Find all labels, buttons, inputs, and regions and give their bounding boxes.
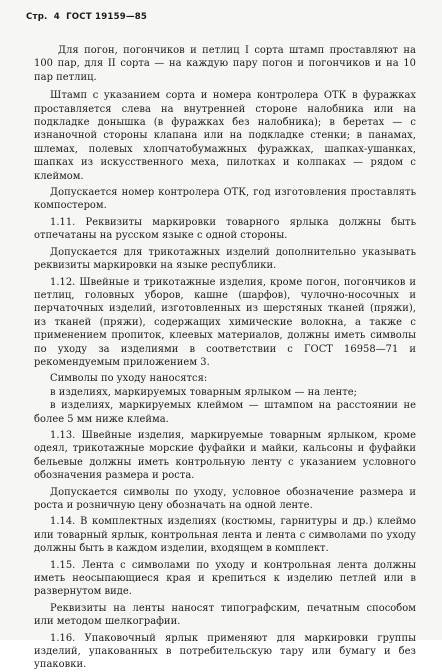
- paragraph: 1.11. Реквизиты маркировки товарного ярлыка должны быть отпечатаны на русском языке с одной стороны.: [34, 216, 416, 242]
- paragraph: Для погон, погончиков и петлиц I сорта штамп проставляют на 100 пар, для II сорта — на каждую пару погон и погончиков и на 10 пар петлиц.: [34, 45, 416, 83]
- page-label: Стр.: [26, 12, 48, 22]
- paragraph: 1.12. Швейные и трикотажные изделия, кроме погон, погончиков и петлиц, головных уборов, кашне (шарфов), чулочно-носочных и перчаточных изделий, изготовленных из шерстяных тканей (пряжи), из тканей (пряжи), содержащих химические волокна, а также с применением пропиток, клеевых материалов, должны иметь символы по уходу за изделиями в соответствии с ГОСТ 16958—71 и рекомендуемым приложением 3.: [34, 276, 416, 368]
- page-number: 4: [53, 12, 60, 22]
- paragraph: в изделиях, маркируемых товарным ярлыком — на ленте;: [50, 386, 358, 398]
- paragraph: Символы по уходу наносятся:: [50, 373, 208, 385]
- paragraph: Штамп с указанием сорта и номера контролера ОТК в фуражках проставляется слева на внутренней стороне налобника или на подкладке донышка (в фуражках без налобника); в беретах — с изнаночной стороны клапана или на подкладке стенки; в панамах, шлемах, полевых хлопчатобумажных фуражках, шапках-ушанках, шапках из искусственного меха, пилотках и колпаках — рядом с клеймом.: [34, 90, 416, 182]
- paragraph: 1.16. Упаковочный ярлык применяют для маркировки группы изделий, упакованных в потребительскую тару или бумагу и без упаковки.: [34, 632, 416, 671]
- paragraph: в изделиях, маркируемых клеймом — штампом на расстоянии не более 5 мм ниже клейма.: [34, 400, 416, 425]
- paragraph: 1.13. Швейные изделия, маркируемые товарным ярлыком, кроме одеял, трикотажные морские фуфайки и майки, кальсоны и фуфайки бельевые должны иметь контрольную ленту с указанием условного обозначения размера и роста.: [34, 429, 416, 482]
- document-body: [34, 44, 416, 672]
- page-header: [26, 12, 150, 22]
- standard-number: ГОСТ 19159—85: [66, 12, 148, 22]
- paragraph: Допускается номер контролера ОТК, год изготовления проставлять компостером.: [34, 187, 416, 212]
- paragraph: Допускается для трикотажных изделий дополнительно указывать реквизиты маркировки на языке республики.: [34, 246, 416, 272]
- paragraph: Реквизиты на ленты наносят типографским, печатным способом или методом шелкографии.: [34, 602, 416, 628]
- paragraph: 1.14. В комплектных изделиях (костюмы, гарнитуры и др.) клеймо или товарный ярлык, контрольная лента и лента с символами по уходу должны быть в каждом изделии, входящем в комплект.: [34, 516, 416, 555]
- paragraph: Допускается символы по уходу, условное обозначение размера и роста и розничную цену обозначать на одной ленте.: [34, 486, 416, 511]
- paragraph: 1.15. Лента с символами по уходу и контрольная лента должны иметь неосыпающиеся края и крепиться к изделию петлей или в развернутом виде.: [34, 559, 416, 598]
